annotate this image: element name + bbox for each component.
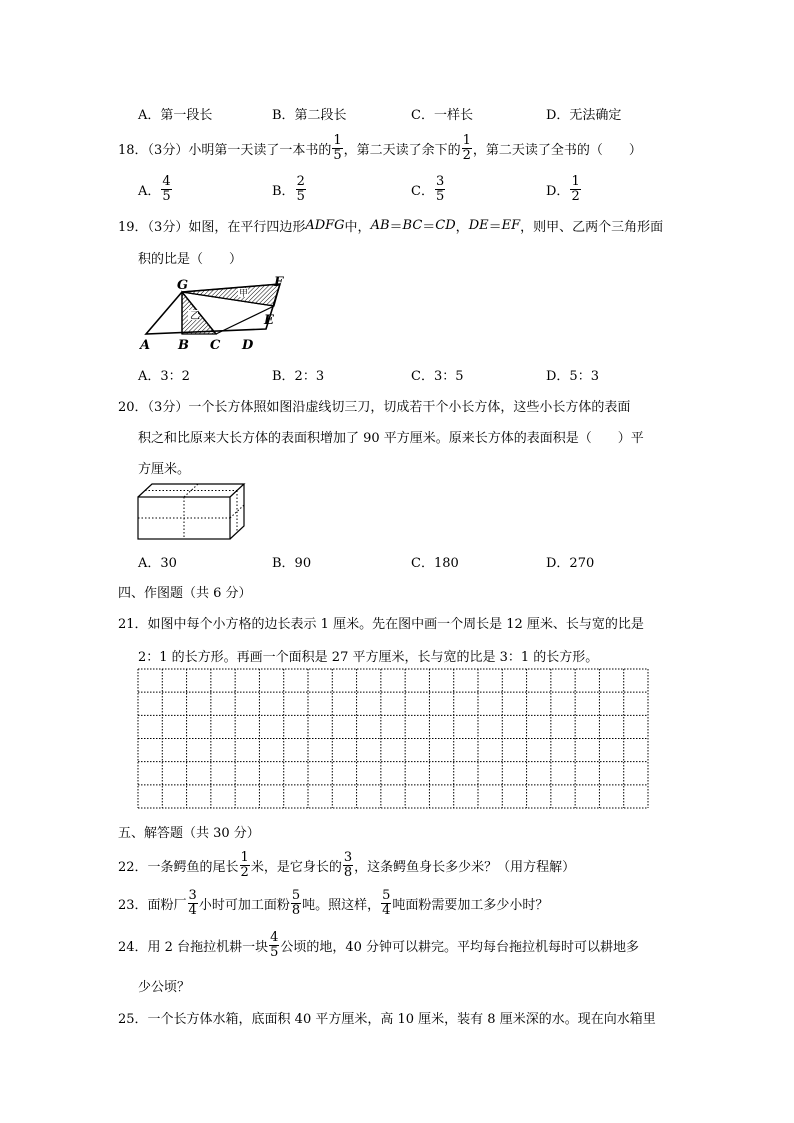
q19-option-b: B．2：3 [272, 369, 325, 384]
q19-option-c: C．3：5 [411, 369, 464, 384]
q18-option-b: B． $\frac{2}{5}$ [272, 174, 305, 204]
question-24-line-2: 少公顷？ [138, 980, 191, 995]
question-21-line-2: 2：1 的长方形。再画一个面积是 27 平方厘米，长与宽的比是 3：1 的长方形。 [138, 650, 599, 665]
question-20-line-3: 方厘米。 [138, 462, 191, 477]
q18-text-3: ，第二天读了全书的（ ） [472, 143, 642, 158]
question-21-line-1: 21．如图中每个小方格的边长表示 1 厘米。先在图中画一个周长是 12 厘米、长与宽的比是 [118, 617, 644, 632]
label-a: A [140, 338, 151, 353]
question-23: 23．面粉厂 $\frac{3}{4}$ 小时可加工面粉 $\frac{5}{8}$ 吨。照这样， $\frac{5}{4}$ 吨面粉需要加工多少小时？ [118, 888, 549, 918]
question-19-line-1: 19．（3分）如图，在平行四边形 ADFG 中， AB ＝ BC ＝ CD ， DE ＝ EF ，则甲、乙两个三角形面 [118, 218, 664, 235]
q21-dotted-grid [137, 668, 649, 809]
label-b: B [178, 338, 189, 353]
question-22: 22．一条鳄鱼的尾长 $\frac{1}{2}$ 米，是它身长的 $\frac{3}{8}$ ，这条鳄鱼身长多少米？（用方程解） [118, 850, 576, 880]
q17-option-a: A．第一段长 [138, 108, 213, 123]
label-f: F [274, 275, 284, 290]
q18-option-a: A． $\frac{4}{5}$ [138, 174, 171, 204]
q20-cuboid-figure [137, 483, 247, 541]
q18-fraction-2: $\frac{1}{2}$ [462, 133, 471, 163]
q18-text-2: ，第二天读了余下的 [343, 143, 461, 158]
q18-option-c: C． $\frac{3}{5}$ [411, 174, 445, 204]
q20-option-c: C．180 [411, 556, 459, 571]
q17-option-c: C．一样长 [411, 108, 473, 123]
section-5-title: 五、解答题（共 30 分） [118, 826, 260, 841]
question-24-line-1: 24．用 2 台拖拉机耕一块 $\frac{4}{5}$ 公顷的地，40 分钟可以耕完。平均每台拖拉机每时可以耕地多 [118, 930, 640, 960]
question-18 [118, 134, 642, 163]
q19-option-a: A．3：2 [138, 369, 190, 384]
label-yi: 乙 [190, 311, 200, 322]
q17-option-d: D．无法确定 [546, 108, 622, 123]
label-d: D [242, 338, 254, 353]
q19-parallelogram-figure [138, 276, 288, 352]
label-c: C [210, 338, 221, 353]
q18-option-d: D． $\frac{1}{2}$ [546, 174, 580, 204]
question-19-line-2: 积的比是（ ） [138, 252, 243, 267]
label-g: G [177, 278, 189, 293]
q18-text-1: 18．（3分）小明第一天读了一本书的 [118, 143, 332, 158]
label-jia: 甲 [239, 289, 249, 299]
question-25-line-1: 25．一个长方体水箱，底面积 40 平方厘米，高 10 厘米，装有 8 厘米深的水。现在向水箱里 [118, 1012, 656, 1027]
q18-fraction-1: $\frac{1}{5}$ [333, 133, 342, 163]
q20-option-a: A．30 [138, 556, 177, 571]
q20-option-d: D．270 [546, 556, 595, 571]
label-e: E [264, 313, 274, 328]
q20-option-b: B．90 [272, 556, 312, 571]
q17-option-b: B．第二段长 [272, 108, 347, 123]
question-20-line-2: 积之和比原来大长方体的表面积增加了 90 平方厘米。原来长方体的表面积是（ ）平 [138, 431, 644, 446]
q19-option-d: D．5：3 [546, 369, 599, 384]
question-20-line-1: 20．（3分）一个长方体照如图沿虚线切三刀，切成若干个小长方体，这些小长方体的表面 [118, 400, 631, 415]
section-4-title: 四、作图题（共 6 分） [118, 586, 252, 601]
